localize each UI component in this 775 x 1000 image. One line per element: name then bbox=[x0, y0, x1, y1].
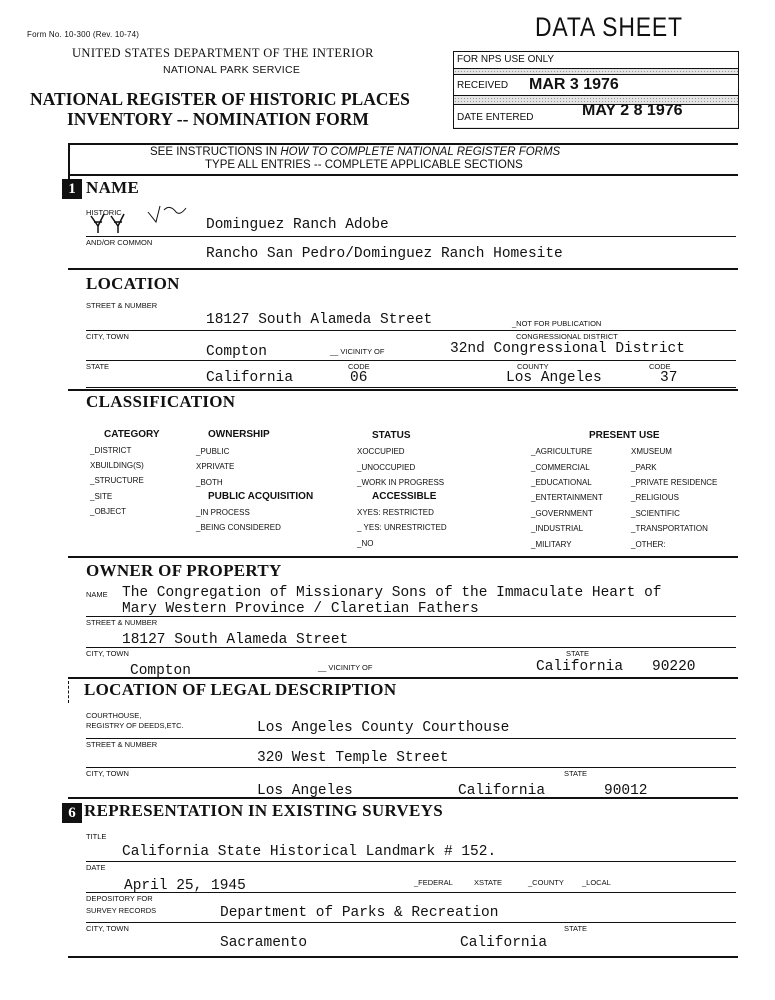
use-educational: _EDUCATIONAL bbox=[531, 478, 592, 487]
location-state-value: California bbox=[206, 370, 294, 386]
date-entered-label: DATE ENTERED bbox=[457, 112, 534, 123]
location-street-label: STREET & NUMBER bbox=[86, 301, 158, 310]
accessible-header: ACCESSIBLE bbox=[372, 491, 437, 502]
category-structure: _STRUCTURE bbox=[90, 476, 144, 485]
owner-name-line1: The Congregation of Missionary Sons of the Immaculate Heart of bbox=[122, 585, 662, 601]
legal-state-value: California bbox=[458, 783, 546, 799]
survey-city-label: CITY, TOWN bbox=[86, 924, 129, 933]
nps-use-only-box bbox=[453, 51, 739, 129]
acquisition-being-considered: _BEING CONSIDERED bbox=[196, 523, 281, 532]
present-use-header: PRESENT USE bbox=[589, 430, 660, 441]
accessible-yes-restricted: XYES: RESTRICTED bbox=[357, 508, 434, 517]
section-title-name: NAME bbox=[86, 178, 140, 197]
depository-value: Department of Parks & Recreation bbox=[220, 905, 499, 921]
handwritten-checkmarks-icon bbox=[86, 198, 196, 234]
courthouse-label-line2: REGISTRY OF DEEDS,ETC. bbox=[86, 721, 184, 730]
owner-city-label: CITY, TOWN bbox=[86, 649, 129, 658]
category-object: _OBJECT bbox=[90, 507, 127, 516]
service-name: NATIONAL PARK SERVICE bbox=[163, 64, 301, 76]
owner-street-label: STREET & NUMBER bbox=[86, 618, 158, 627]
legal-city-value: Los Angeles bbox=[257, 783, 353, 799]
owner-state-label: STATE bbox=[566, 649, 590, 658]
section-title-classification: CLASSIFICATION bbox=[86, 392, 236, 411]
survey-federal: _FEDERAL bbox=[414, 878, 453, 887]
received-stamp: MAR 3 1976 bbox=[529, 76, 619, 93]
survey-city-value: Sacramento bbox=[220, 935, 308, 951]
use-industrial: _INDUSTRIAL bbox=[531, 524, 584, 533]
congressional-district-label: CONGRESSIONAL DISTRICT bbox=[516, 332, 618, 341]
use-museum: XMUSEUM bbox=[631, 447, 672, 456]
survey-title-label: TITLE bbox=[86, 832, 107, 841]
county-code-value: 37 bbox=[660, 370, 678, 386]
date-entered-stamp: MAY 2 8 1976 bbox=[582, 102, 683, 119]
section-title-legal: LOCATION OF LEGAL DESCRIPTION bbox=[84, 680, 397, 699]
common-name-label: AND/OR COMMON bbox=[86, 238, 153, 247]
instructions-line1: SEE INSTRUCTIONS IN HOW TO COMPLETE NATIONAL REGISTER FORMS bbox=[150, 146, 561, 158]
ownership-header: OWNERSHIP bbox=[208, 429, 270, 440]
category-district: _DISTRICT bbox=[90, 446, 132, 455]
survey-state: XSTATE bbox=[474, 878, 503, 887]
section-title-surveys: REPRESENTATION IN EXISTING SURVEYS bbox=[84, 801, 443, 820]
accessible-no: _NO bbox=[357, 539, 374, 548]
survey-title-value: California State Historical Landmark # 152. bbox=[122, 844, 497, 860]
location-vicinity-label: __ VICINITY OF bbox=[330, 347, 385, 356]
not-for-publication: _NOT FOR PUBLICATION bbox=[512, 319, 602, 328]
location-street-value: 18127 South Alameda Street bbox=[206, 312, 433, 328]
use-entertainment: _ENTERTAINMENT bbox=[531, 493, 603, 502]
status-occupied: XOCCUPIED bbox=[357, 447, 405, 456]
depository-label-line2: SURVEY RECORDS bbox=[86, 906, 157, 915]
use-commercial: _COMMERCIAL bbox=[531, 463, 590, 472]
section-number-6: 6 bbox=[62, 803, 82, 823]
historic-label: HISTORIC bbox=[86, 208, 122, 217]
public-acquisition-header: PUBLIC ACQUISITION bbox=[208, 491, 314, 502]
status-unoccupied: _UNOCCUPIED bbox=[357, 463, 416, 472]
county-label: COUNTY bbox=[517, 362, 549, 371]
status-work-in-progress: _WORK IN PROGRESS bbox=[357, 478, 445, 487]
common-name-value: Rancho San Pedro/Dominguez Ranch Homesite bbox=[206, 246, 563, 262]
use-park: _PARK bbox=[631, 463, 657, 472]
form-title-line2: INVENTORY -- NOMINATION FORM bbox=[67, 109, 369, 129]
survey-county: _COUNTY bbox=[528, 878, 564, 887]
state-code-label: CODE bbox=[348, 362, 370, 371]
legal-street-value: 320 West Temple Street bbox=[257, 750, 449, 766]
survey-date-label: DATE bbox=[86, 863, 106, 872]
use-scientific: _SCIENTIFIC bbox=[631, 509, 680, 518]
data-sheet-stamp: DATA SHEET bbox=[535, 12, 683, 42]
received-label: RECEIVED bbox=[457, 80, 509, 91]
owner-name-line2: Mary Western Province / Claretian Fathers bbox=[122, 601, 479, 617]
location-city-value: Compton bbox=[206, 344, 267, 360]
use-other: _OTHER: bbox=[631, 540, 666, 549]
depository-label-line1: DEPOSITORY FOR bbox=[86, 894, 153, 903]
legal-state-label: STATE bbox=[564, 769, 588, 778]
section-title-location: LOCATION bbox=[86, 274, 180, 293]
acquisition-in-process: _IN PROCESS bbox=[196, 508, 250, 517]
owner-street-value: 18127 South Alameda Street bbox=[122, 632, 349, 648]
category-site: _SITE bbox=[90, 492, 113, 501]
ownership-both: _BOTH bbox=[196, 478, 223, 487]
section-title-owner: OWNER OF PROPERTY bbox=[86, 561, 282, 580]
use-private-residence: _PRIVATE RESIDENCE bbox=[631, 478, 718, 487]
courthouse-value: Los Angeles County Courthouse bbox=[257, 720, 510, 736]
category-building: XBUILDING(S) bbox=[90, 461, 144, 470]
survey-state-value: California bbox=[460, 935, 548, 951]
owner-vicinity-label: __ VICINITY OF bbox=[318, 663, 373, 672]
accessible-yes-unrestricted: _ YES: UNRESTRICTED bbox=[357, 523, 447, 532]
use-religious: _RELIGIOUS bbox=[631, 493, 680, 502]
use-government: _GOVERNMENT bbox=[531, 509, 593, 518]
form-title-line1: NATIONAL REGISTER OF HISTORIC PLACES bbox=[30, 89, 410, 109]
legal-city-label: CITY, TOWN bbox=[86, 769, 129, 778]
category-header: CATEGORY bbox=[104, 429, 160, 440]
use-transportation: _TRANSPORTATION bbox=[631, 524, 708, 533]
nps-label: FOR NPS USE ONLY bbox=[457, 54, 555, 65]
section-number-1: 1 bbox=[62, 179, 82, 199]
congressional-district-value: 32nd Congressional District bbox=[450, 341, 685, 357]
owner-state-value: California bbox=[536, 659, 624, 675]
form-number: Form No. 10-300 (Rev. 10-74) bbox=[27, 30, 140, 39]
location-city-label: CITY, TOWN bbox=[86, 332, 129, 341]
location-state-label: STATE bbox=[86, 362, 110, 371]
use-agriculture: _AGRICULTURE bbox=[531, 447, 593, 456]
owner-zip-value: 90220 bbox=[652, 659, 696, 675]
instructions-line2: TYPE ALL ENTRIES -- COMPLETE APPLICABLE SECTIONS bbox=[205, 159, 523, 171]
survey-local: _LOCAL bbox=[582, 878, 611, 887]
owner-name-label: NAME bbox=[86, 590, 108, 599]
ownership-private: XPRIVATE bbox=[196, 462, 235, 471]
courthouse-label-line1: COURTHOUSE, bbox=[86, 711, 142, 720]
margin-mark bbox=[68, 681, 71, 703]
survey-state-label: STATE bbox=[564, 924, 588, 933]
county-value: Los Angeles bbox=[506, 370, 602, 386]
status-header: STATUS bbox=[372, 430, 411, 441]
state-code-value: 06 bbox=[350, 370, 368, 386]
county-code-label: CODE bbox=[649, 362, 671, 371]
ownership-public: _PUBLIC bbox=[196, 447, 230, 456]
owner-city-value: Compton bbox=[130, 663, 191, 679]
historic-name-value: Dominguez Ranch Adobe bbox=[206, 217, 389, 233]
department-name: UNITED STATES DEPARTMENT OF THE INTERIOR bbox=[72, 46, 374, 60]
survey-date-value: April 25, 1945 bbox=[124, 878, 246, 894]
use-military: _MILITARY bbox=[531, 540, 572, 549]
legal-zip-value: 90012 bbox=[604, 783, 648, 799]
legal-street-label: STREET & NUMBER bbox=[86, 740, 158, 749]
